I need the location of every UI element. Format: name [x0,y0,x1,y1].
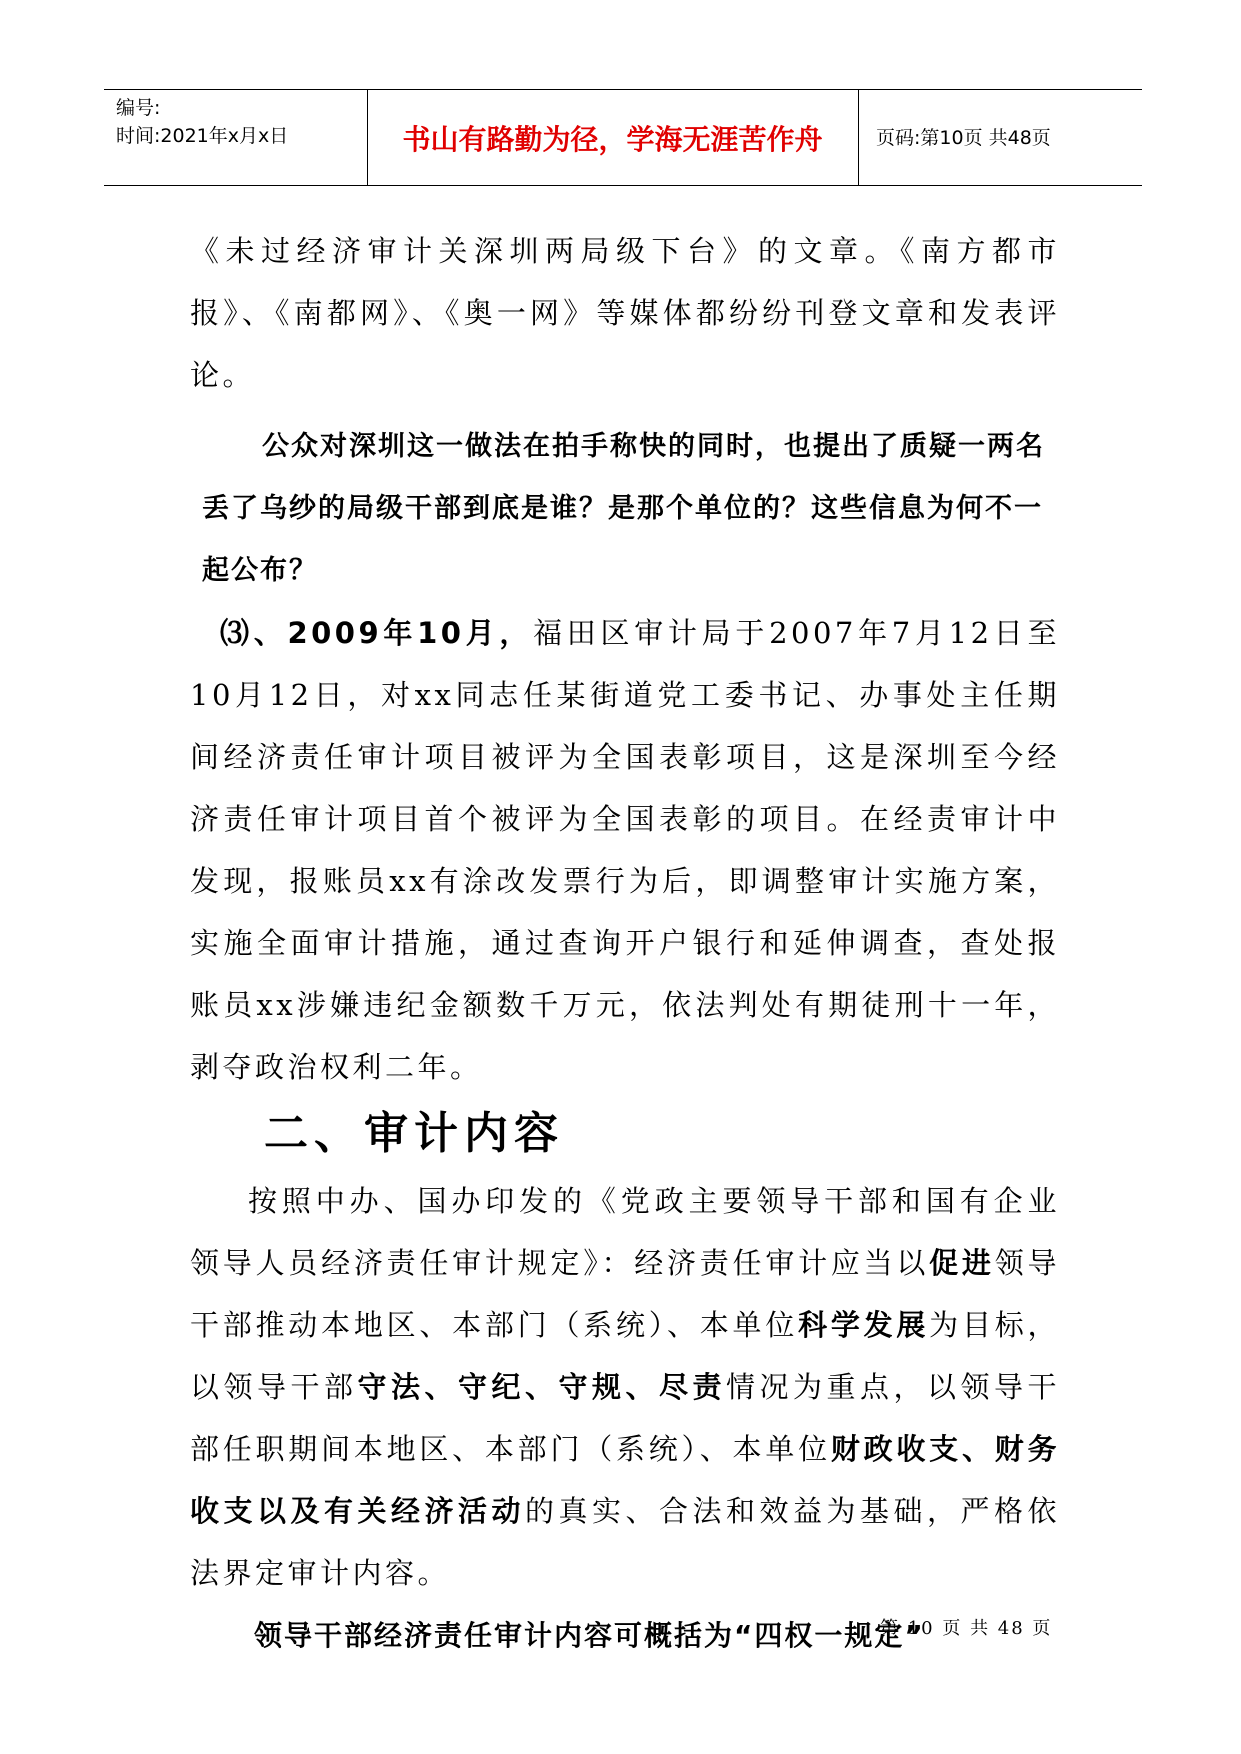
paragraph-3-prefix: ⑶、 [220,616,288,650]
emphasis-4: 财政收支、财务收支以及有关经济活动 [190,1432,1060,1528]
page-footer: 第 10 页 共 48 页 [880,1618,1053,1639]
paragraph-4-text-d: 为目标，以领导干部 [190,1308,1060,1404]
header-meta [116,94,288,150]
section-heading: 二、审计内容 [264,1108,564,1159]
paragraph-4-text-e: 情况为重点，以领导干部任职期间本地区、本部门（系统）、本单位 [190,1370,1060,1466]
emphasis-2: 科学发展 [798,1308,930,1342]
emphasis-3: 守法、守纪、守规、尽责 [357,1370,726,1404]
number-label: 编号: [116,97,161,119]
paragraph-2-line-3: 起公布？ [202,555,318,586]
paragraph-1: 《未过经济审计关深圳两局级下台》的文章。《南方都市报》、《南都网》、《奥一网》等媒体都纷纷刊登文章和发表评论。 [190,234,1060,392]
time-label: 时间:2021年x月x日 [116,125,289,147]
header-motto: 书山有路勤为径，学海无涯苦作舟 [402,123,823,156]
paragraph-2-line-1: 公众对深圳这一做法在拍手称快的同时，也提出了质疑一两名 [262,431,1045,462]
header-divider [858,90,859,185]
header-table [104,89,1142,186]
header-page-label: 页码:第10页 共48页 [876,127,1051,149]
emphasis-1: 促进 [929,1246,995,1280]
paragraph-3 [190,602,1060,1098]
paragraph-4-text-c: 领导干部推动本地区、本部门（系统）、本单位 [190,1246,1060,1342]
paragraph-4-text-a: 按照中办、国办印发的《党政主要领导干部和国有企业领导人员经济责任审计规定》：经济责任审计应当以 [190,1184,1060,1280]
paragraph-2-line-2: 丢了乌纱的局级干部到底是谁？是那个单位的？这些信息为何不一 [202,493,1043,524]
subheading: 领导干部经济责任审计内容可概括为“四权一规定” [254,1619,925,1652]
document-body [190,220,1060,1668]
paragraph-4-text-f: 的真实、合法和效益为基础，严格依法界定审计内容。 [190,1494,1060,1590]
paragraph-3-date: 2009年10月， [287,616,534,650]
paragraph-4 [190,1170,1060,1604]
paragraph-3-text: 福田区审计局于2007年7月12日至10月12日，对xx同志任某街道党工委书记、办事处主任期间经济责任审计项目被评为全国表彰项目，这是深圳至今经济责任审计项目首个被评为全国表彰的项目。在经责审计中发现，报账员xx有涂改发票行为后，即调整审计实施方案，实施全面审计措施，通过查询开户银行和延伸调查，查处报账员xx涉嫌违纪金额数千万元，依法判处有期徒刑十一年，剥夺政治权利二年。 [190,616,1060,1084]
